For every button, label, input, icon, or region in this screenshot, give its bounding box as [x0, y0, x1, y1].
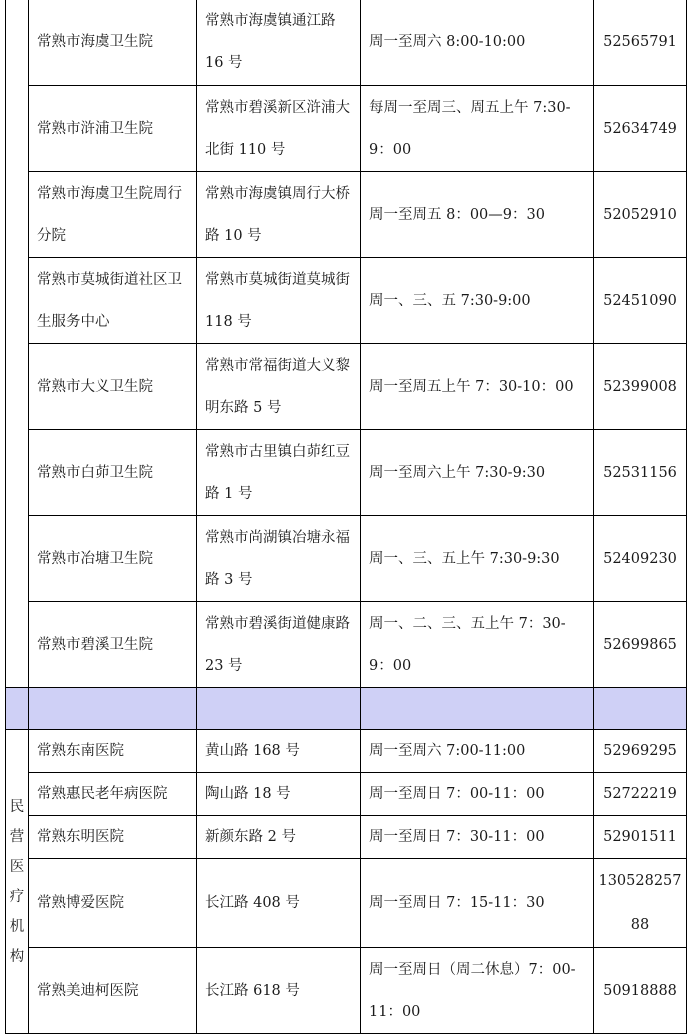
table-row — [6, 86, 687, 172]
consult-hours: 周一至周日 7：15-11：30 — [361, 859, 594, 948]
phone-number: 52052910 — [594, 172, 687, 258]
hospital-address: 长江路 408 号 — [197, 859, 361, 948]
table-row — [6, 816, 687, 859]
hospital-name: 常熟市浒浦卫生院 — [29, 86, 197, 172]
phone-number: 52399008 — [594, 344, 687, 430]
consult-hours: 周一、三、五 7:30-9:00 — [361, 258, 594, 344]
hospital-name: 常熟市碧溪卫生院 — [29, 602, 197, 688]
hospital-name: 常熟市白茆卫生院 — [29, 430, 197, 516]
consult-hours: 周一至周五 8：00—9：30 — [361, 172, 594, 258]
hospital-name: 常熟市海虞卫生院周行分院 — [29, 172, 197, 258]
category-label: 民营医疗机构 — [9, 798, 25, 965]
phone-number: 52634749 — [594, 86, 687, 172]
hospital-address: 黄山路 168 号 — [197, 730, 361, 773]
consult-hours: 周一至周五上午 7：30-10：00 — [361, 344, 594, 430]
consult-hours: 周一、二、三、五上午 7：30-9：00 — [361, 602, 594, 688]
hospital-address: 常熟市海虞镇通江路 16 号 — [197, 0, 361, 86]
consult-hours: 每周一至周三、周五上午 7:30-9：00 — [361, 86, 594, 172]
section-divider — [6, 688, 687, 730]
category-cell — [6, 730, 29, 1034]
hospital-address: 长江路 618 号 — [197, 948, 361, 1034]
hospital-name: 常熟东明医院 — [29, 816, 197, 859]
category-cell — [6, 0, 29, 688]
phone-number: 52409230 — [594, 516, 687, 602]
hospital-address: 常熟市海虞镇周行大桥路 10 号 — [197, 172, 361, 258]
hospital-address: 常熟市古里镇白茆红豆路 1 号 — [197, 430, 361, 516]
hospital-address: 常熟市碧溪新区浒浦大北街 110 号 — [197, 86, 361, 172]
table-row — [6, 773, 687, 816]
phone-number: 52901511 — [594, 816, 687, 859]
table-row — [6, 172, 687, 258]
hospital-address: 常熟市尚湖镇冶塘永福路 3 号 — [197, 516, 361, 602]
phone-number: 52451090 — [594, 258, 687, 344]
hospital-name: 常熟惠民老年病医院 — [29, 773, 197, 816]
hospital-name: 常熟美迪柯医院 — [29, 948, 197, 1034]
phone-number: 13052825788 — [594, 859, 687, 948]
consult-hours: 周一至周日 7：30-11：00 — [361, 816, 594, 859]
hospital-address: 新颜东路 2 号 — [197, 816, 361, 859]
consult-hours: 周一、三、五上午 7:30-9:30 — [361, 516, 594, 602]
phone-number: 50918888 — [594, 948, 687, 1034]
hospital-address: 常熟市莫城街道莫城街 118 号 — [197, 258, 361, 344]
hospital-address: 陶山路 18 号 — [197, 773, 361, 816]
hospital-name: 常熟市大义卫生院 — [29, 344, 197, 430]
hospital-name: 常熟市海虞卫生院 — [29, 0, 197, 86]
table-row — [6, 602, 687, 688]
phone-number: 52531156 — [594, 430, 687, 516]
consult-hours: 周一至周日（周二休息）7：00-11：00 — [361, 948, 594, 1034]
table-row — [6, 948, 687, 1034]
table-row — [6, 730, 687, 773]
hospital-name: 常熟市莫城街道社区卫生服务中心 — [29, 258, 197, 344]
hospital-name: 常熟市冶塘卫生院 — [29, 516, 197, 602]
hospital-name: 常熟博爱医院 — [29, 859, 197, 948]
hospital-table — [5, 0, 687, 1034]
hospital-name: 常熟东南医院 — [29, 730, 197, 773]
phone-number: 52722219 — [594, 773, 687, 816]
consult-hours: 周一至周日 7：00-11：00 — [361, 773, 594, 816]
phone-number: 52969295 — [594, 730, 687, 773]
table-row — [6, 859, 687, 948]
hospital-address: 常熟市碧溪街道健康路 23 号 — [197, 602, 361, 688]
hospital-address: 常熟市常福街道大义黎明东路 5 号 — [197, 344, 361, 430]
table-row — [6, 430, 687, 516]
phone-number: 52699865 — [594, 602, 687, 688]
phone-number: 52565791 — [594, 0, 687, 86]
consult-hours: 周一至周六上午 7:30-9:30 — [361, 430, 594, 516]
consult-hours: 周一至周六 8:00-10:00 — [361, 0, 594, 86]
table-row — [6, 344, 687, 430]
table-row — [6, 258, 687, 344]
table-row — [6, 516, 687, 602]
table-row — [6, 0, 687, 86]
consult-hours: 周一至周六 7:00-11:00 — [361, 730, 594, 773]
